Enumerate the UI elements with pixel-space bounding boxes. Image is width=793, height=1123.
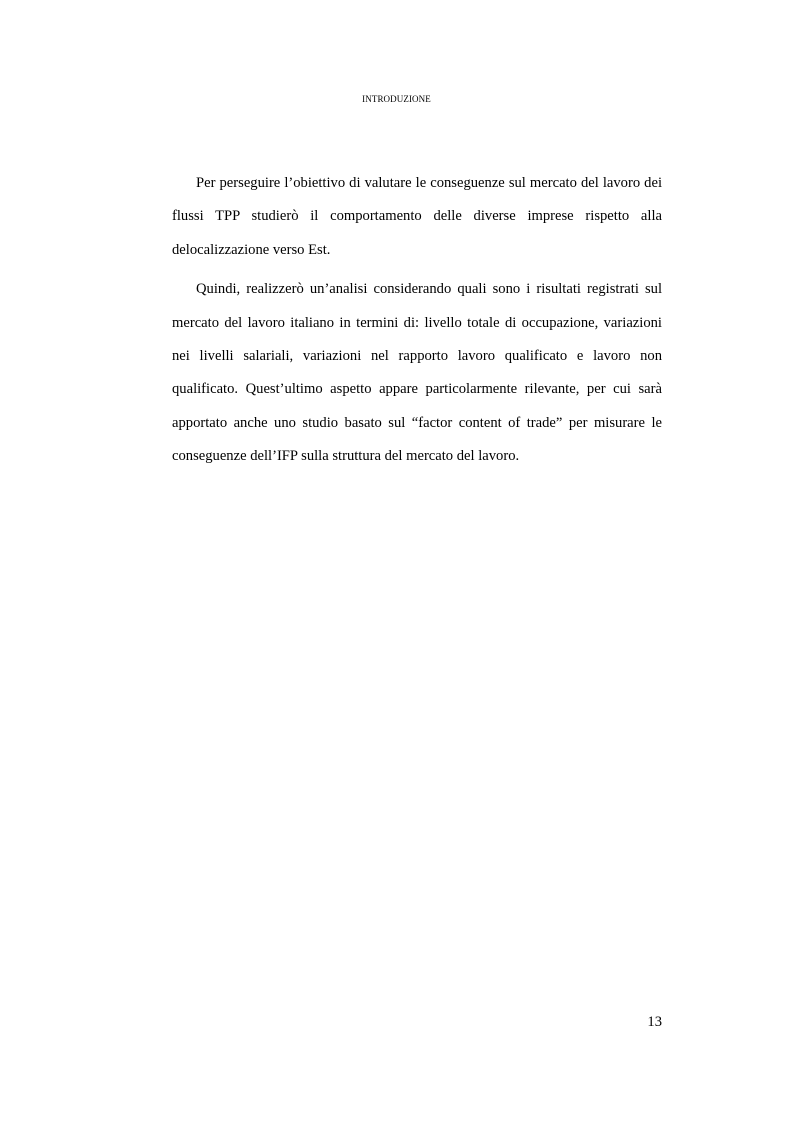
paragraph-2: Quindi, realizzerò un’analisi considerando quali sono i risultati registrati sul mercato del lavoro italiano in termini di: livello totale di occupazione, variazioni nei livelli salariali, variazioni nel rapporto lavoro qualificato e lavoro non qualificato. Quest’ultimo aspetto appare particolarmente rilevante, per cui sarà apportato anche uno studio basato sul “factor content of trade” per misurare le conseguenze dell’IFP sulla struttura del mercato del lavoro. <box>172 281 662 465</box>
page-number: 13 <box>647 1014 662 1030</box>
running-header: INTRODUZIONE <box>362 94 431 104</box>
paragraph-1: Per perseguire l’obiettivo di valutare le conseguenze sul mercato del lavoro dei flussi TPP studierò il comportamento delle diverse imprese rispetto alla delocalizzazione verso Est. <box>172 175 662 258</box>
body-text <box>172 167 662 474</box>
